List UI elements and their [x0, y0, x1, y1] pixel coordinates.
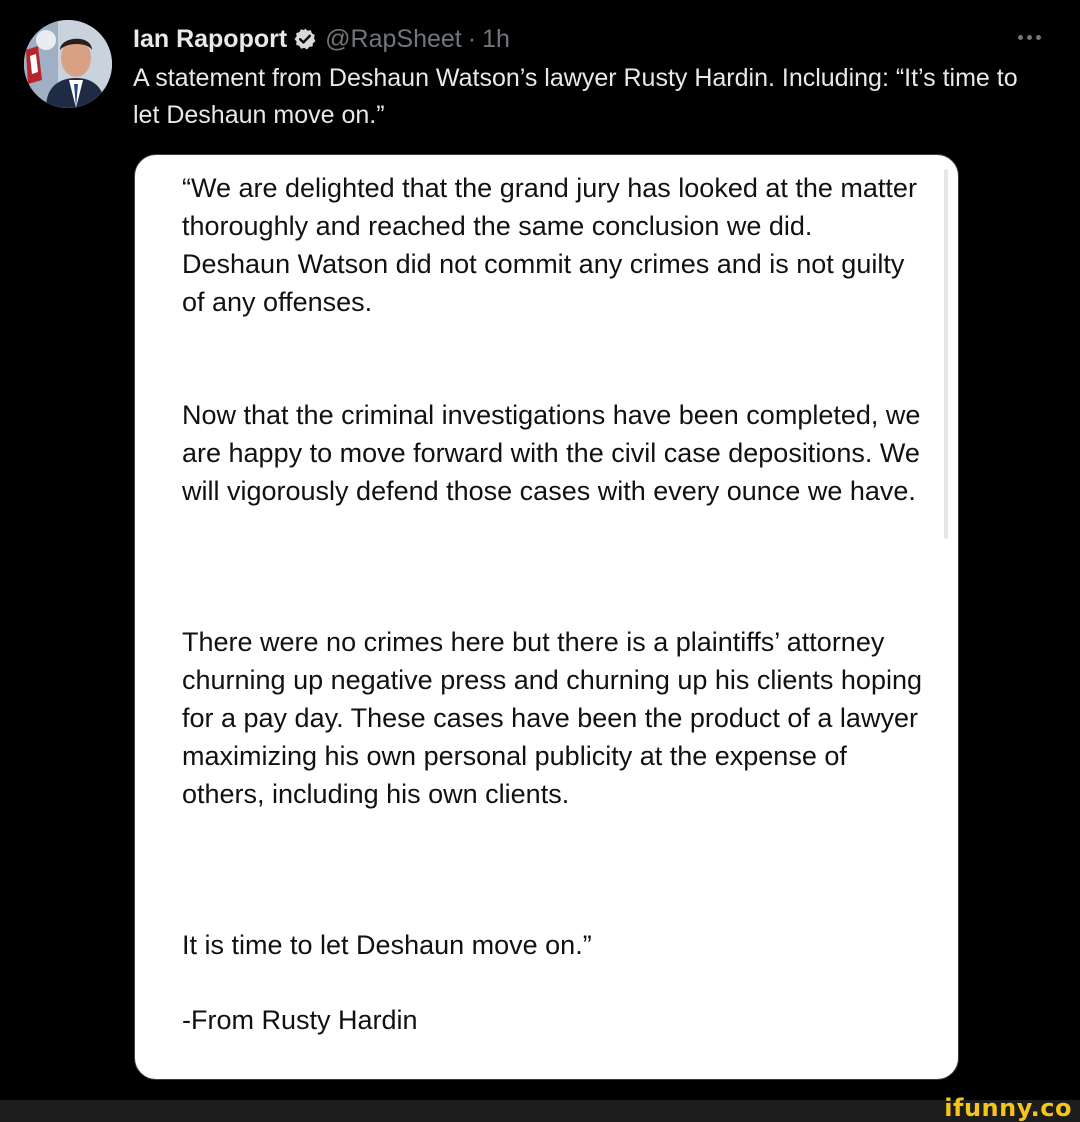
avatar-photo [24, 20, 112, 108]
ifunny-watermark: ifunny.co [944, 1094, 1072, 1122]
tweet-text: A statement from Deshaun Watson’s lawyer Rusty Hardin. Including: “It’s time to let Deshaun move on.” [133, 64, 1018, 129]
statement-signature: -From Rusty Hardin [182, 1005, 418, 1035]
attached-image[interactable] [134, 154, 959, 1080]
footer-bar [0, 1100, 1080, 1122]
separator-dot: · [467, 24, 477, 53]
more-options-icon[interactable] [1012, 22, 1046, 52]
avatar[interactable] [24, 20, 112, 108]
handle[interactable]: @RapSheet [325, 24, 462, 53]
verified-badge-icon [293, 27, 317, 51]
statement-paragraph: Now that the criminal investigations have been completed, we are happy to move forward with the civil case depositions. We will vigorously defend those cases with every ounce we have. [182, 400, 921, 506]
statement-paragraph: “We are delighted that the grand jury has looked at the matter thoroughly and reached the same conclusion we did. Deshaun Watson did not commit any crimes and is not guilty of any offenses. [182, 173, 917, 317]
tweet-header [133, 22, 510, 56]
image-scrollbar [944, 169, 948, 539]
display-name[interactable]: Ian Rapoport [133, 24, 288, 53]
statement-paragraph: There were no crimes here but there is a plaintiffs’ attorney churning up negative press and churning up his clients hoping for a pay day. These cases have been the product of a lawyer maximizing his own personal publicity at the expense of others, including his own clients. [182, 627, 922, 809]
statement-closing: It is time to let Deshaun move on.” [182, 930, 592, 960]
timestamp[interactable]: 1h [482, 24, 510, 53]
